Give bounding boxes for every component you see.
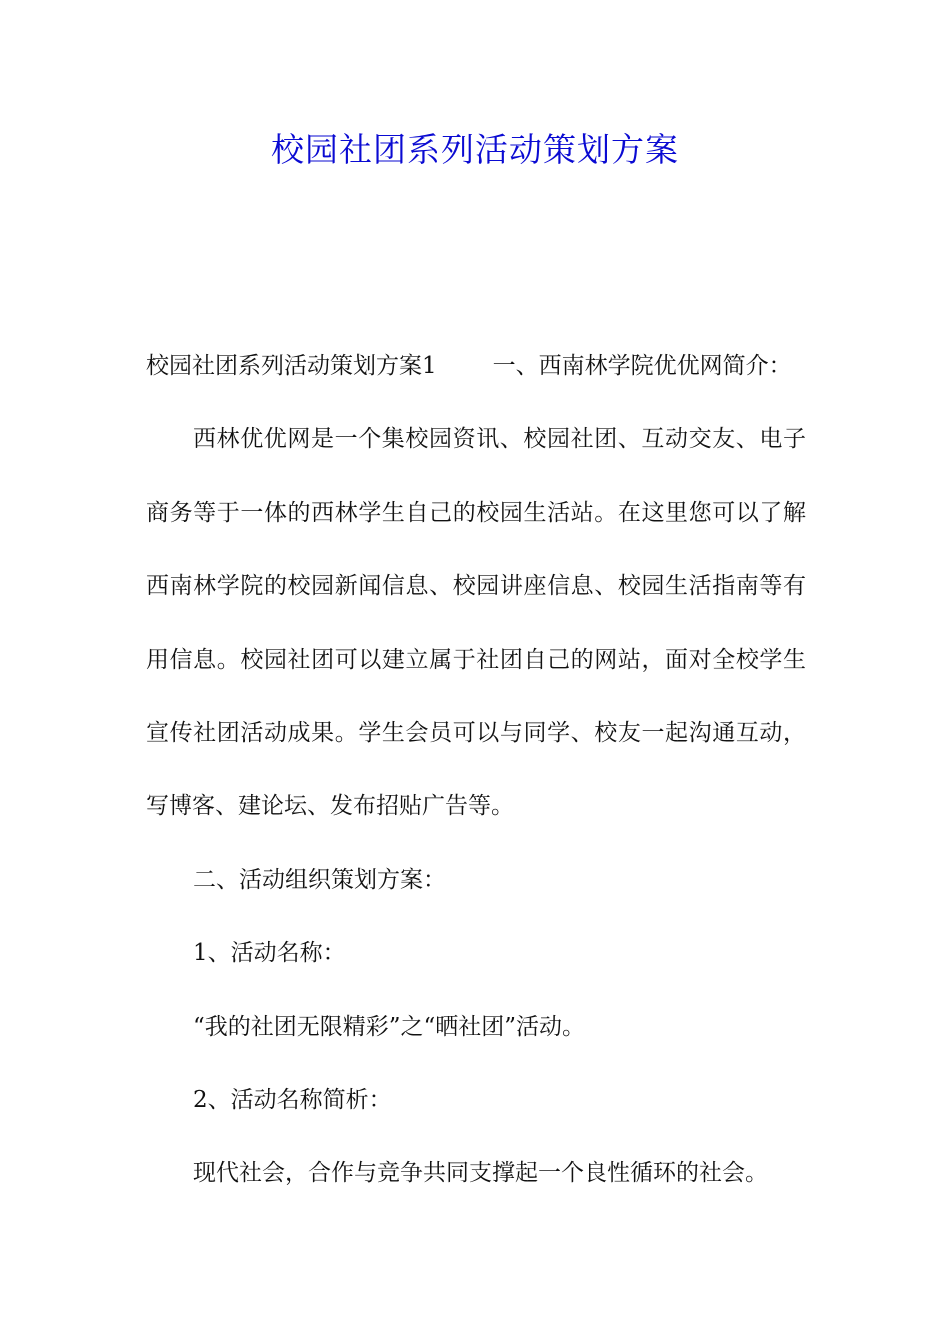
paragraph-intro-heading xyxy=(146,330,806,403)
paragraph-name-analysis: 现代社会，合作与竞争共同支撑起一个良性循环的社会。 xyxy=(193,1160,768,1187)
paragraph-activity-name: “我的社团无限精彩”之“晒社团”活动。 xyxy=(193,1013,586,1040)
paragraph-site-intro: 西林优优网是一个集校园资讯、校园社团、互动交友、电子商务等于一体的西林学生自己的校园生活站。在这里您可以了解西南林学院的校园新闻信息、校园讲座信息、校园生活指南等有用信息。校园社团可以建立属于社团自己的网站，面对全校学生宣传社团活动成果。学生会员可以与同学、校友一起沟通互动，写博客、建论坛、发布招贴广告等。 xyxy=(146,426,806,820)
paragraph-doc-label: 校园社团系列活动策划方案1 xyxy=(146,353,437,379)
item-heading-name-analysis: 2、活动名称简析： xyxy=(193,1087,392,1114)
item-heading-activity-name: 1、活动名称： xyxy=(193,940,346,967)
section-heading-1: 一、西南林学院优优网简介： xyxy=(492,353,792,379)
document-body xyxy=(146,330,806,1211)
document-title: 校园社团系列活动策划方案 xyxy=(271,130,679,169)
section-heading-2: 二、活动组织策划方案： xyxy=(193,866,446,893)
